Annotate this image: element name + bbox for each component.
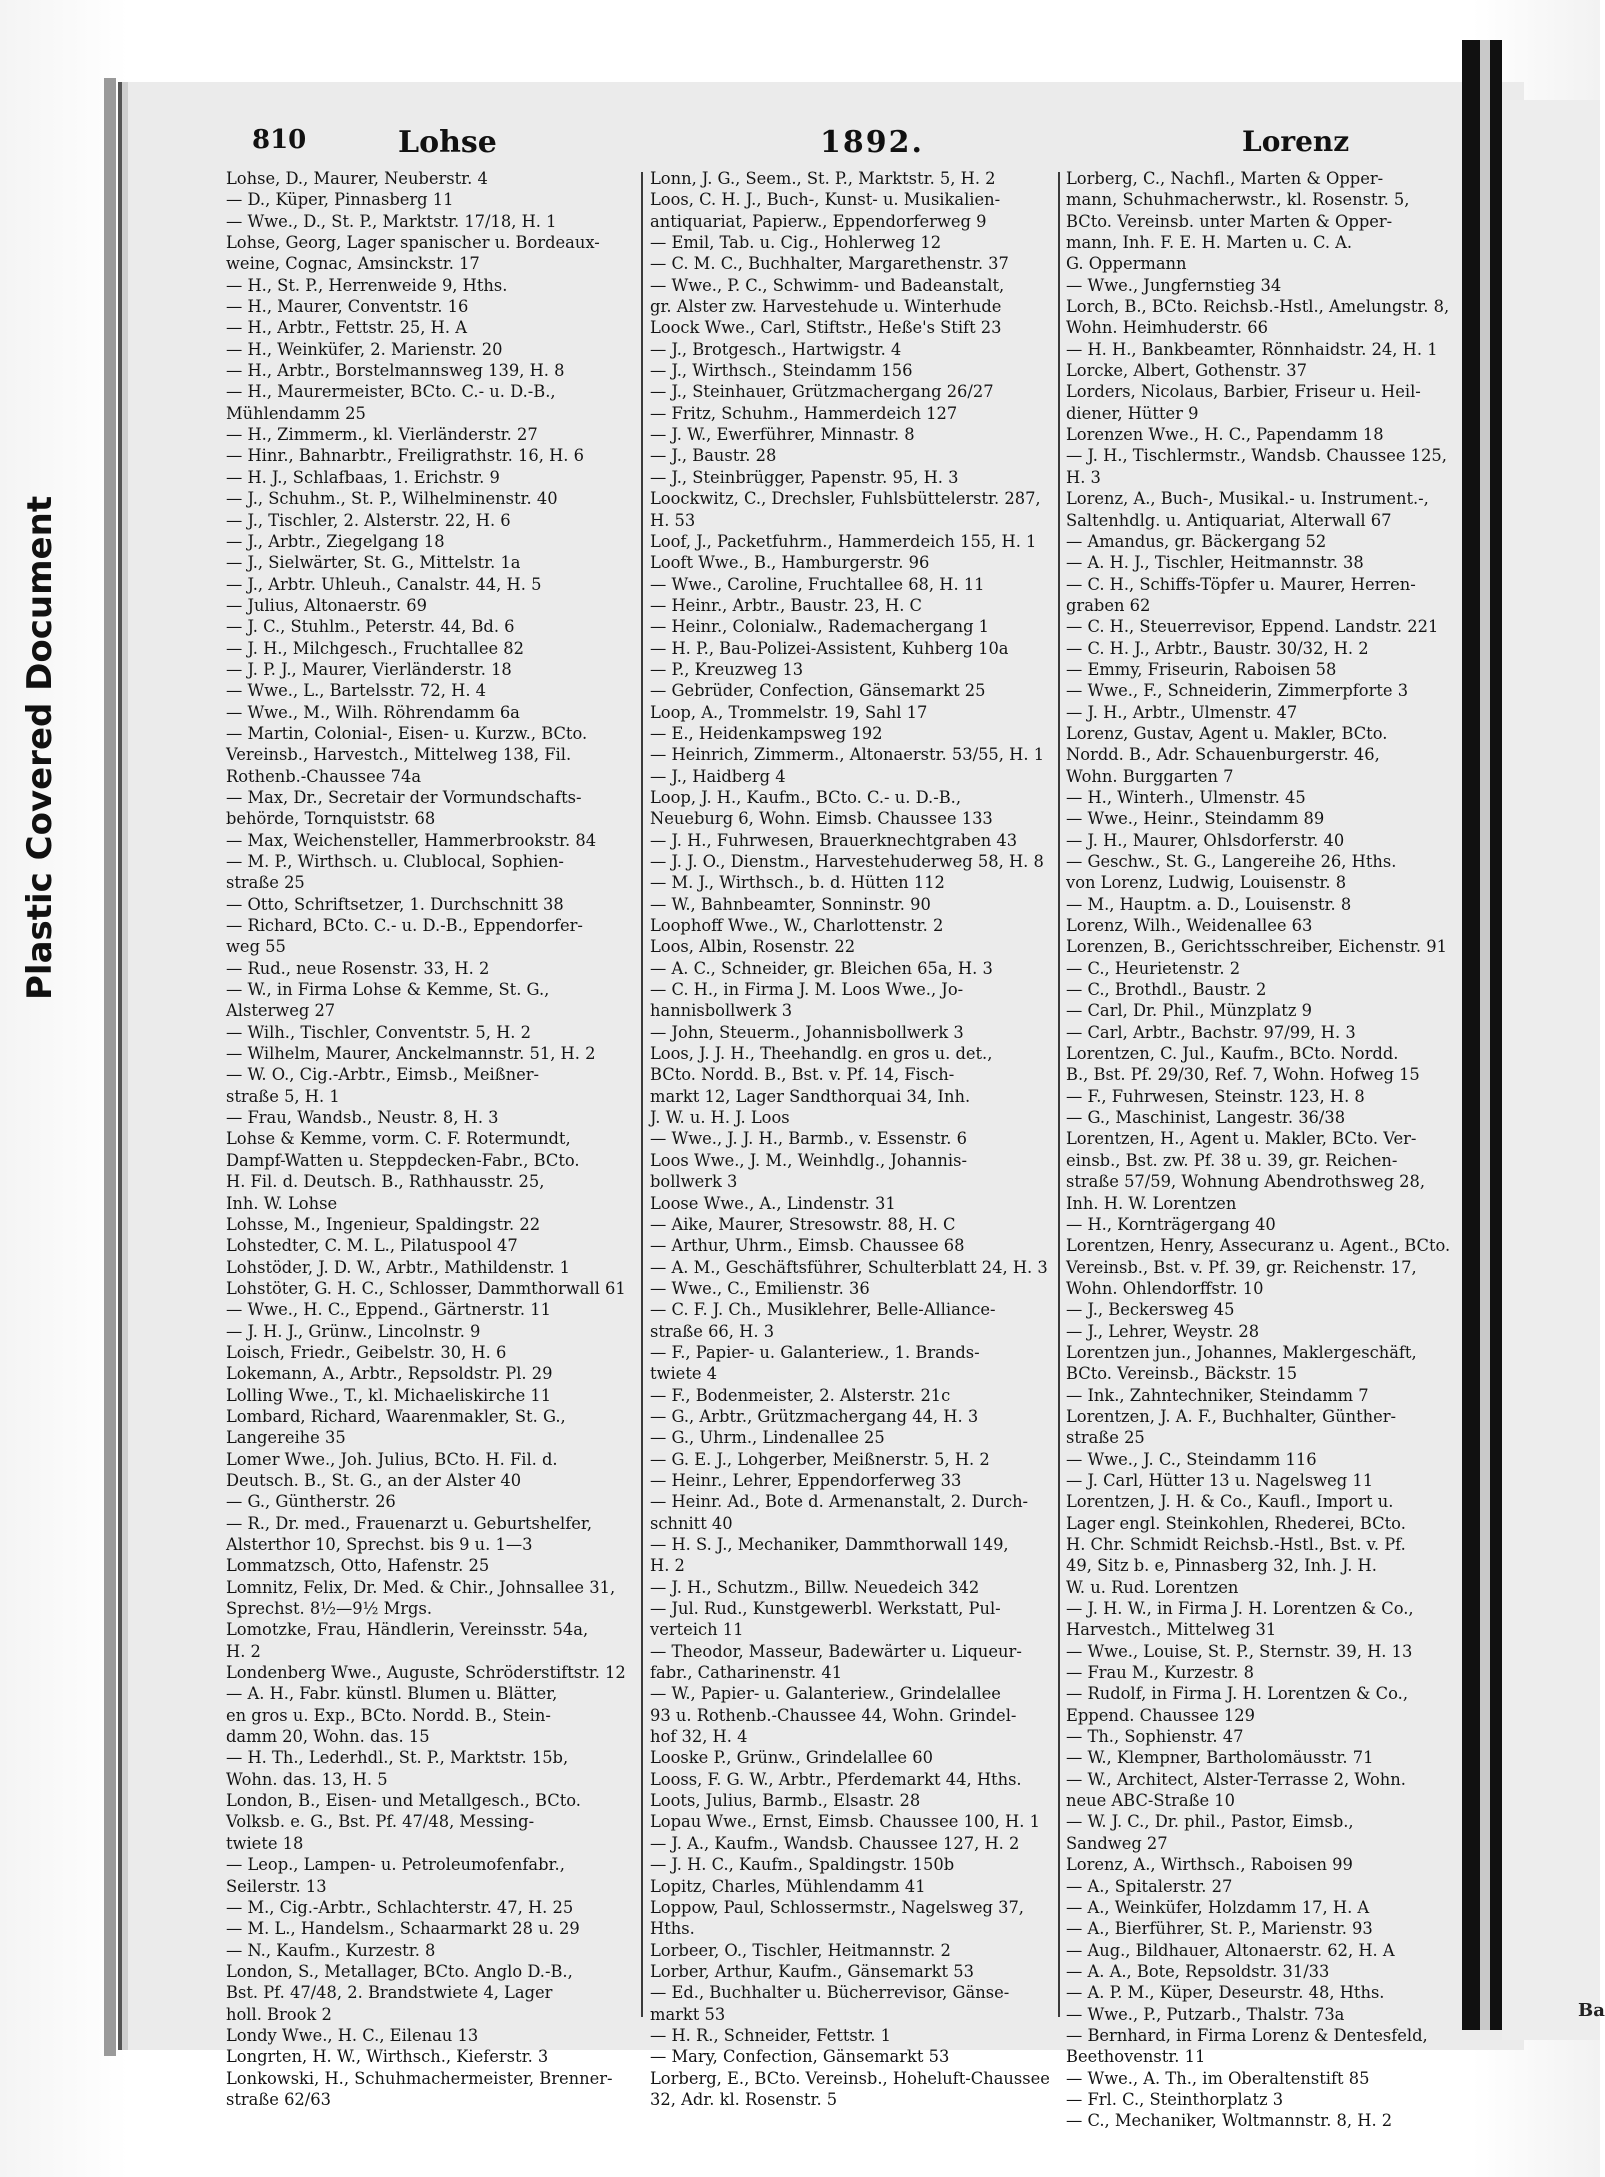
directory-entry-line: — J. H., Maurer, Ohlsdorferstr. 40	[1066, 830, 1345, 850]
directory-entry-line: — Heinr., Colonialw., Rademachergang 1	[650, 617, 990, 637]
directory-entry-line: damm 20, Wohn. das. 15	[226, 1727, 430, 1747]
directory-entry-line: Vereinsb., Bst. v. Pf. 39, gr. Reichenstr. 17,	[1066, 1257, 1417, 1277]
directory-entry-line: — Richard, BCto. C.- u. D.-B., Eppendorfer-	[226, 916, 583, 936]
directory-entry-line: Lombard, Richard, Waarenmakler, St. G.,	[226, 1406, 566, 1426]
directory-entry-line: — J., Brotgesch., Hartwigstr. 4	[650, 339, 902, 359]
directory-entry-line: Lohstöter, G. H. C., Schlosser, Dammthorwall 61	[226, 1278, 626, 1298]
page-number: 810	[252, 125, 307, 155]
directory-entry-line: Lommatzsch, Otto, Hafenstr. 25	[226, 1556, 490, 1576]
directory-entry-line: Lorenz, Gustav, Agent u. Makler, BCto.	[1066, 723, 1388, 743]
directory-entry-line: — F., Fuhrwesen, Steinstr. 123, H. 8	[1066, 1086, 1365, 1106]
directory-entry-line: — J., Steinhauer, Grützmachergang 26/27	[650, 382, 994, 402]
directory-entry-line: straße 5, H. 1	[226, 1086, 340, 1106]
directory-entry-line: — Carl, Dr. Phil., Münzplatz 9	[1066, 1001, 1312, 1021]
directory-entry-line: — Carl, Arbtr., Bachstr. 97/99, H. 3	[1066, 1022, 1356, 1042]
directory-entry-line: 49, Sitz b. e, Pinnasberg 32, Inh. J. H.	[1066, 1556, 1377, 1576]
directory-entry-line: — J., Baustr. 28	[650, 446, 777, 466]
directory-entry-line: Loop, J. H., Kaufm., BCto. C.- u. D.-B.,	[650, 787, 962, 807]
directory-entry-line: weine, Cognac, Amsinckstr. 17	[226, 254, 480, 274]
directory-entry-line: einsb., Bst. zw. Pf. 38 u. 39, gr. Reichen-	[1066, 1150, 1398, 1170]
directory-entry-line: — Heinr., Arbtr., Baustr. 23, H. C	[650, 595, 923, 615]
directory-entry-line: — A. M., Geschäftsführer, Schulterblatt 24, H. 3	[650, 1257, 1048, 1277]
directory-entry-line: — Wwe., Jungfernstieg 34	[1066, 275, 1282, 295]
directory-entry-line: — J. H. W., in Firma J. H. Lorentzen & Co.,	[1066, 1599, 1414, 1619]
directory-entry-line: — H., Zimmerm., kl. Vierländerstr. 27	[226, 425, 538, 445]
directory-entry-line: hannisbollwerk 3	[650, 1001, 793, 1021]
directory-entry-line: — J., Wirthsch., Steindamm 156	[650, 361, 913, 381]
directory-entry-line: — J., Beckersweg 45	[1066, 1300, 1235, 1320]
directory-entry-line: straße 57/59, Wohnung Abendrothsweg 28,	[1066, 1172, 1426, 1192]
directory-entry-line: Beethovenstr. 11	[1066, 2047, 1206, 2067]
directory-entry-line: Lorentzen, C. Jul., Kaufm., BCto. Nordd.	[1066, 1044, 1399, 1064]
directory-entry-line: verteich 11	[650, 1620, 744, 1640]
directory-entry-line: — W., in Firma Lohse & Kemme, St. G.,	[226, 980, 550, 1000]
directory-entry-line: markt 12, Lager Sandthorquai 34, Inh.	[650, 1086, 971, 1106]
directory-entry-line: H. Fil. d. Deutsch. B., Rathhausstr. 25,	[226, 1172, 545, 1192]
directory-entry-line: diener, Hütter 9	[1066, 403, 1199, 423]
directory-entry-line: schnitt 40	[650, 1513, 733, 1533]
directory-entry-line: — Max, Dr., Secretair der Vormundschafts-	[226, 787, 582, 807]
directory-entry-line: — P., Kreuzweg 13	[650, 659, 804, 679]
directory-entry-line: — R., Dr. med., Frauenarzt u. Geburtshelfer,	[226, 1513, 593, 1533]
directory-entry-line: — Wwe., M., Wilh. Röhrendamm 6a	[226, 702, 520, 722]
directory-entry-line: Loisch, Friedr., Geibelstr. 30, H. 6	[226, 1342, 507, 1362]
directory-entry-line: Wohn. Heimhuderstr. 66	[1066, 318, 1269, 338]
directory-entry-line: Loos, J. J. H., Theehandlg. en gros u. det.,	[650, 1044, 993, 1064]
directory-entry-line: — J. H. J., Grünw., Lincolnstr. 9	[226, 1321, 481, 1341]
directory-entry-line: graben 62	[1066, 595, 1151, 615]
directory-entry-line: Loof, J., Packetfuhrm., Hammerdeich 155, H. 1	[650, 531, 1037, 551]
directory-entry-line: straße 66, H. 3	[650, 1321, 775, 1341]
directory-entry-line: — F., Papier- u. Galanteriew., 1. Brands-	[650, 1342, 980, 1362]
directory-entry-line: Deutsch. B., St. G., an der Alster 40	[226, 1470, 522, 1490]
directory-entry-line: — C. H. J., Arbtr., Baustr. 30/32, H. 2	[1066, 638, 1369, 658]
directory-entry-line: — J., Haidberg 4	[650, 766, 786, 786]
directory-entry-line: twiete 4	[650, 1364, 718, 1384]
directory-entry-line: — J., Schuhm., St. P., Wilhelminenstr. 40	[226, 489, 558, 509]
directory-entry-line: — J., Steinbrügger, Papenstr. 95, H. 3	[650, 467, 959, 487]
directory-entry-line: — E., Heidenkampsweg 192	[650, 723, 883, 743]
directory-entry-line: — M. J., Wirthsch., b. d. Hütten 112	[650, 873, 945, 893]
directory-entry-line: Lorenz, A., Buch-, Musikal.- u. Instrument.-,	[1066, 489, 1429, 509]
directory-entry-line: — M. P., Wirthsch. u. Clublocal, Sophien-	[226, 852, 564, 871]
directory-entry-line: — H. R., Schneider, Fettstr. 1	[650, 2025, 892, 2045]
directory-entry-line: BCto. Vereinsb., Bäckstr. 15	[1066, 1364, 1298, 1384]
directory-entry-line: — H. P., Bau-Polizei-Assistent, Kuhberg 10a	[650, 638, 1009, 658]
directory-entry-line: — M., Hauptm. a. D., Louisenstr. 8	[1066, 894, 1352, 914]
directory-entry-line: — Wwe., L., Bartelsstr. 72, H. 4	[226, 681, 487, 701]
directory-entry-line: — H., Kornträgergang 40	[1066, 1214, 1276, 1234]
directory-entry-line: Loos, Albin, Rosenstr. 22	[650, 937, 856, 957]
directory-entry-line: Lorentzen, Henry, Assecuranz u. Agent., BCto.	[1066, 1236, 1451, 1256]
directory-entry-line: — Julius, Altonaerstr. 69	[226, 595, 427, 615]
directory-entry-line: Volksb. e. G., Bst. Pf. 47/48, Messing-	[226, 1812, 535, 1832]
directory-entry-line: Loos Wwe., J. M., Weinhdlg., Johannis-	[650, 1150, 967, 1170]
directory-entry-line: BCto. Vereinsb. unter Marten & Opper-	[1066, 211, 1393, 231]
directory-entry-line: Looss, F. G. W., Arbtr., Pferdemarkt 44, Hths.	[650, 1769, 1022, 1789]
directory-entry-line: Lorentzen, H., Agent u. Makler, BCto. Ver-	[1066, 1129, 1417, 1149]
directory-entry-line: Lorenzen, B., Gerichtsschreiber, Eichenstr. 91	[1066, 937, 1447, 957]
directory-entry-line: Lomnitz, Felix, Dr. Med. & Chir., Johnsallee 31,	[226, 1577, 616, 1597]
directory-entry-line: — Frau, Wandsb., Neustr. 8, H. 3	[226, 1108, 499, 1128]
directory-entry-line: Inh. W. Lohse	[226, 1193, 338, 1213]
directory-entry-line: — C. H., in Firma J. M. Loos Wwe., Jo-	[650, 980, 964, 1000]
directory-entry-line: — Leop., Lampen- u. Petroleumofenfabr.,	[226, 1855, 565, 1875]
directory-entry-line: Lorberg, C., Nachfl., Marten & Opper-	[1066, 169, 1384, 188]
directory-entry-line: straße 25	[1066, 1428, 1145, 1448]
directory-entry-line: Londenberg Wwe., Auguste, Schröderstiftstr. 12	[226, 1663, 626, 1683]
directory-entry-line: von Lorenz, Ludwig, Louisenstr. 8	[1066, 873, 1347, 893]
directory-entry-line: — J. W., Ewerführer, Minnastr. 8	[650, 425, 915, 445]
directory-entry-line: hof 32, H. 4	[650, 1727, 748, 1747]
directory-entry-line: H. 2	[650, 1556, 685, 1576]
column-left	[226, 168, 658, 2109]
directory-entry-line: — J., Lehrer, Weystr. 28	[1066, 1321, 1260, 1341]
directory-entry-line: 93 u. Rothenb.-Chaussee 44, Wohn. Grindel-	[650, 1705, 1017, 1725]
directory-entry-line: — C. H., Schiffs-Töpfer u. Maurer, Herren-	[1066, 574, 1416, 594]
directory-entry-line: — J. Carl, Hütter 13 u. Nagelsweg 11	[1066, 1470, 1374, 1490]
directory-entry-line: — Heinrich, Zimmerm., Altonaerstr. 53/55, H. 1	[650, 745, 1045, 765]
directory-entry-line: — Amandus, gr. Bäckergang 52	[1066, 531, 1327, 551]
directory-entry-line: Looske P., Grünw., Grindelallee 60	[650, 1748, 933, 1768]
directory-entry-line: — Wwe., Heinr., Steindamm 89	[1066, 809, 1325, 829]
directory-entry-line: — J. H., Tischlermstr., Wandsb. Chaussee 125,	[1066, 446, 1447, 466]
directory-entry-line: antiquariat, Papierw., Eppendorferweg 9	[650, 211, 987, 231]
directory-entry-line: — Max, Weichensteller, Hammerbrookstr. 84	[226, 830, 597, 850]
directory-entry-line: Lorberg, E., BCto. Vereinsb., Hoheluft-Chaussee	[650, 2068, 1050, 2088]
directory-entry-line: — A. H., Fabr. künstl. Blumen u. Blätter,	[226, 1684, 558, 1704]
directory-entry-line: — A. P. M., Küper, Deseurstr. 48, Hths.	[1066, 1983, 1385, 2003]
directory-entry-line: London, B., Eisen- und Metallgesch., BCto.	[226, 1791, 581, 1811]
directory-entry-line: Saltenhdlg. u. Antiquariat, Alterwall 67	[1066, 510, 1392, 530]
directory-entry-line: — J. J. O., Dienstm., Harvestehuderweg 58, H. 8	[650, 852, 1044, 871]
directory-entry-line: Loophoff Wwe., W., Charlottenstr. 2	[650, 916, 944, 936]
directory-entry-line: — H. S. J., Mechaniker, Dammthorwall 149,	[650, 1535, 1009, 1554]
directory-entry-line: — Mary, Confection, Gänsemarkt 53	[650, 2047, 950, 2067]
directory-entry-line: Longrten, H. W., Wirthsch., Kieferstr. 3	[226, 2047, 549, 2067]
directory-entry-line: H. Chr. Schmidt Reichsb.-Hstl., Bst. v. Pf.	[1066, 1535, 1406, 1554]
directory-entry-line: Alsterweg 27	[226, 1001, 336, 1021]
directory-entry-line: Sprechst. 8½—9½ Mrgs.	[226, 1599, 432, 1619]
directory-entry-line: — H., Arbtr., Borstelmannsweg 139, H. 8	[226, 361, 565, 381]
directory-entry-line: — Otto, Schriftsetzer, 1. Durchschnitt 38	[226, 894, 564, 914]
directory-entry-line: Mühlendamm 25	[226, 403, 366, 423]
directory-entry-line: — Rudolf, in Firma J. H. Lorentzen & Co.,	[1066, 1684, 1408, 1704]
directory-entry-line: — C., Brothdl., Baustr. 2	[1066, 980, 1267, 1000]
directory-entry-line: — J. A., Kaufm., Wandsb. Chaussee 127, H. 2	[650, 1833, 1020, 1853]
directory-entry-line: H. 2	[226, 1641, 261, 1661]
directory-entry-line: — Wilh., Tischler, Conventstr. 5, H. 2	[226, 1022, 532, 1042]
directory-entry-line: — D., Küper, Pinnasberg 11	[226, 190, 454, 210]
directory-entry-line: — A., Bierführer, St. P., Marienstr. 93	[1066, 1919, 1373, 1939]
directory-entry-line: Lager engl. Steinkohlen, Rhederei, BCto.	[1066, 1513, 1406, 1533]
directory-entry-line: straße 62/63	[226, 2089, 331, 2109]
next-page-edge	[1502, 100, 1600, 2040]
directory-entry-line: BCto. Nordd. B., Bst. v. Pf. 14, Fisch-	[650, 1065, 955, 1085]
directory-entry-line: Loop, A., Trommelstr. 19, Sahl 17	[650, 702, 928, 722]
directory-entry-line: Alsterthor 10, Sprechst. bis 9 u. 1—3	[226, 1535, 533, 1554]
directory-entry-line: Lonn, J. G., Seem., St. P., Marktstr. 5, H. 2	[650, 169, 996, 188]
directory-entry-line: mann, Schuhmacherwstr., kl. Rosenstr. 5,	[1066, 190, 1410, 210]
directory-entry-line: — G., Uhrm., Lindenallee 25	[650, 1428, 885, 1448]
directory-entry-line: — Martin, Colonial-, Eisen- u. Kurzw., BCto.	[226, 723, 588, 743]
directory-entry-line: Rothenb.-Chaussee 74a	[226, 766, 422, 786]
directory-entry-line: W. u. Rud. Lorentzen	[1066, 1577, 1239, 1597]
directory-entry-line: — Wwe., C., Emilienstr. 36	[650, 1278, 870, 1298]
directory-entry-line: Lorcke, Albert, Gothenstr. 37	[1066, 361, 1307, 381]
directory-entry-line: — G. E. J., Lohgerber, Meißnerstr. 5, H. 2	[650, 1449, 990, 1469]
directory-entry-line: — Hinr., Bahnarbtr., Freiligrathstr. 16, H. 6	[226, 446, 584, 466]
directory-entry-line: — Wwe., P. C., Schwimm- und Badeanstalt,	[650, 275, 1005, 295]
directory-entry-line: Lohstedter, C. M. L., Pilatuspool 47	[226, 1236, 518, 1256]
directory-entry-line: holl. Brook 2	[226, 2004, 332, 2024]
directory-entry-line: Loots, Julius, Barmb., Elsastr. 28	[650, 1791, 921, 1811]
directory-entry-line: H. 3	[1066, 467, 1101, 487]
directory-entry-line: B., Bst. Pf. 29/30, Ref. 7, Wohn. Hofweg 15	[1066, 1065, 1420, 1085]
directory-entry-line: neue ABC-Straße 10	[1066, 1791, 1235, 1811]
directory-entry-line: — J., Arbtr. Uhleuh., Canalstr. 44, H. 5	[226, 574, 542, 594]
directory-entry-line: — Emmy, Friseurin, Raboisen 58	[1066, 659, 1337, 679]
directory-entry-line: Lopitz, Charles, Mühlendamm 41	[650, 1876, 926, 1896]
directory-entry-line: Eppend. Chaussee 129	[1066, 1705, 1255, 1725]
directory-entry-line: Nordd. B., Adr. Schauenburgerstr. 46,	[1066, 745, 1380, 765]
directory-entry-line: Loos, C. H. J., Buch-, Kunst- u. Musikalien-	[650, 190, 1001, 210]
directory-entry-line: Neueburg 6, Wohn. Eimsb. Chaussee 133	[650, 809, 993, 829]
directory-entry-line: Lopau Wwe., Ernst, Eimsb. Chaussee 100, H. 1	[650, 1812, 1040, 1832]
directory-entry-line: Lorenz, A., Wirthsch., Raboisen 99	[1066, 1855, 1353, 1875]
directory-entry-line: — H., Arbtr., Fettstr. 25, H. A	[226, 318, 467, 338]
directory-entry-line: — Emil, Tab. u. Cig., Hohlerweg 12	[650, 233, 942, 253]
directory-entry-line: Lohse & Kemme, vorm. C. F. Rotermundt,	[226, 1129, 571, 1149]
directory-entry-line: bollwerk 3	[650, 1172, 738, 1192]
directory-entry-line: Loockwitz, C., Drechsler, Fuhlsbüttelerstr. 287,	[650, 489, 1041, 509]
directory-entry-line: — J. H., Fuhrwesen, Brauerknechtgraben 43	[650, 830, 1018, 850]
directory-entry-line: Lorber, Arthur, Kaufm., Gänsemarkt 53	[650, 1961, 974, 1981]
directory-entry-line: — C. H., Steuerrevisor, Eppend. Landstr. 221	[1066, 617, 1439, 637]
directory-entry-line: — W., Architect, Alster-Terrasse 2, Wohn.	[1066, 1769, 1406, 1789]
directory-entry-line: — Wwe., P., Putzarb., Thalstr. 73a	[1066, 2004, 1345, 2024]
directory-entry-line: — W., Bahnbeamter, Sonninstr. 90	[650, 894, 931, 914]
directory-entry-line: — Arthur, Uhrm., Eimsb. Chaussee 68	[650, 1236, 965, 1256]
directory-entry-line: Sandweg 27	[1066, 1833, 1168, 1853]
next-page-fragment: Ba	[1578, 2000, 1605, 2021]
directory-entry-line: — Bernhard, in Firma Lorenz & Dentesfeld,	[1066, 2025, 1428, 2045]
directory-entry-line: — C. F. J. Ch., Musiklehrer, Belle-Alliance-	[650, 1300, 996, 1320]
directory-entry-line: Bst. Pf. 47/48, 2. Brandstwiete 4, Lager	[226, 1983, 553, 2003]
directory-entry-line: Lonkowski, H., Schuhmachermeister, Brenner-	[226, 2068, 613, 2088]
directory-entry-line: — J., Arbtr., Ziegelgang 18	[226, 531, 445, 551]
directory-entry-line: — A., Spitalerstr. 27	[1066, 1876, 1233, 1896]
directory-entry-line: — Frl. C., Steinthorplatz 3	[1066, 2089, 1284, 2109]
directory-entry-line: — G., Maschinist, Langestr. 36/38	[1066, 1108, 1346, 1128]
directory-entry-line: — Fritz, Schuhm., Hammerdeich 127	[650, 403, 958, 423]
directory-entry-line: — W. O., Cig.-Arbtr., Eimsb., Meißner-	[226, 1065, 540, 1085]
directory-entry-line: Harvestch., Mittelweg 31	[1066, 1620, 1277, 1640]
directory-entry-line: Lorentzen, J. A. F., Buchhalter, Günther-	[1066, 1406, 1397, 1426]
directory-entry-line: — J. P. J., Maurer, Vierländerstr. 18	[226, 659, 512, 679]
directory-entry-line: Loock Wwe., Carl, Stiftstr., Heße's Stift 23	[650, 318, 1002, 338]
directory-entry-line: — J. H., Milchgesch., Fruchtallee 82	[226, 638, 525, 658]
directory-entry-line: mann, Inh. F. E. H. Marten u. C. A.	[1066, 233, 1353, 253]
directory-entry-line: — W., Klempner, Bartholomäusstr. 71	[1066, 1748, 1374, 1768]
directory-entry-line: weg 55	[226, 937, 286, 957]
directory-entry-line: Vereinsb., Harvestch., Mittelweg 138, Fil.	[226, 745, 572, 765]
running-head-left: Lohse	[398, 125, 497, 160]
directory-entry-line: London, S., Metallager, BCto. Anglo D.-B.,	[226, 1961, 573, 1981]
directory-entry-line: — A., Weinküfer, Holzdamm 17, H. A	[1066, 1897, 1370, 1917]
directory-entry-line: Inh. H. W. Lorentzen	[1066, 1193, 1237, 1213]
directory-entry-line: — Wwe., J. J. H., Barmb., v. Essenstr. 6	[650, 1129, 968, 1149]
directory-entry-line: G. Oppermann	[1066, 254, 1187, 274]
directory-entry-line: Lohsse, M., Ingenieur, Spaldingstr. 22	[226, 1214, 541, 1234]
directory-entry-line: — F., Bodenmeister, 2. Alsterstr. 21c	[650, 1385, 951, 1405]
directory-entry-line: Lomer Wwe., Joh. Julius, BCto. H. Fil. d.	[226, 1449, 558, 1469]
directory-entry-line: en gros u. Exp., BCto. Nordd. B., Stein-	[226, 1705, 551, 1725]
directory-entry-line: Looft Wwe., B., Hamburgerstr. 96	[650, 553, 930, 573]
directory-entry-line: — W., Papier- u. Galanteriew., Grindelallee	[650, 1684, 1001, 1704]
directory-entry-line: — A. H. J., Tischler, Heitmannstr. 38	[1066, 553, 1364, 573]
directory-entry-line: Wohn. das. 13, H. 5	[226, 1769, 388, 1789]
directory-entry-line: Loppow, Paul, Schlossermstr., Nagelsweg 37,	[650, 1897, 1024, 1917]
directory-entry-line: — W. J. C., Dr. phil., Pastor, Eimsb.,	[1066, 1812, 1354, 1832]
directory-entry-line: — G., Arbtr., Grützmachergang 44, H. 3	[650, 1406, 979, 1426]
directory-entry-line: H. 53	[650, 510, 696, 530]
directory-entry-line: — J., Tischler, 2. Alsterstr. 22, H. 6	[226, 510, 511, 530]
directory-entry-line: — C., Heurietenstr. 2	[1066, 958, 1241, 978]
directory-entry-line: — M., Cig.-Arbtr., Schlachterstr. 47, H. 25	[226, 1897, 574, 1917]
directory-entry-line: — Wwe., F., Schneiderin, Zimmerpforte 3	[1066, 681, 1409, 701]
directory-entry-line: Lorenz, Wilh., Weidenallee 63	[1066, 916, 1313, 936]
running-head-year: 1892.	[820, 125, 924, 160]
directory-entry-line: — G., Güntherstr. 26	[226, 1492, 396, 1512]
directory-entry-line: — J. H., Schutzm., Billw. Neuedeich 342	[650, 1577, 980, 1597]
directory-entry-line: Hths.	[650, 1919, 695, 1939]
directory-entry-line: — Geschw., St. G., Langereihe 26, Hths.	[1066, 852, 1397, 871]
directory-entry-line: Lorch, B., BCto. Reichsb.-Hstl., Amelungstr. 8,	[1066, 297, 1450, 317]
directory-entry-line: — Theodor, Masseur, Badewärter u. Liqueur-	[650, 1641, 1022, 1661]
directory-entry-line: — Wilhelm, Maurer, Anckelmannstr. 51, H. 2	[226, 1044, 596, 1064]
directory-entry-line: markt 53	[650, 2004, 726, 2024]
directory-entry-line: — Ink., Zahntechniker, Steindamm 7	[1066, 1385, 1369, 1405]
directory-entry-line: — Gebrüder, Confection, Gänsemarkt 25	[650, 681, 986, 701]
directory-entry-line: — H., Maurer, Conventstr. 16	[226, 297, 469, 317]
column-middle	[650, 168, 1078, 2109]
directory-entry-line: — Th., Sophienstr. 47	[1066, 1727, 1244, 1747]
directory-entry-line: Lorenzen Wwe., H. C., Papendamm 18	[1066, 425, 1384, 445]
directory-entry-line: — Wwe., Louise, St. P., Sternstr. 39, H. 13	[1066, 1641, 1413, 1661]
directory-entry-line: Lomotzke, Frau, Händlerin, Vereinsstr. 54a,	[226, 1620, 589, 1640]
directory-entry-line: — M. L., Handelsm., Schaarmarkt 28 u. 29	[226, 1919, 580, 1939]
directory-entry-line: — J., Sielwärter, St. G., Mittelstr. 1a	[226, 553, 521, 573]
directory-entry-line: — H., Weinküfer, 2. Marienstr. 20	[226, 339, 503, 359]
directory-entry-line: — C., Mechaniker, Woltmannstr. 8, H. 2	[1066, 2111, 1393, 2131]
directory-entry-line: gr. Alster zw. Harvestehude u. Winterhude	[650, 297, 1002, 317]
directory-entry-line: Lohse, D., Maurer, Neuberstr. 4	[226, 169, 488, 188]
directory-entry-line: Seilerstr. 13	[226, 1876, 327, 1896]
directory-entry-line: — Aug., Bildhauer, Altonaerstr. 62, H. A	[1066, 1940, 1395, 1960]
plastic-covered-label	[18, 956, 62, 1000]
directory-entry-line: twiete 18	[226, 1833, 304, 1853]
directory-entry-line: Lorders, Nicolaus, Barbier, Friseur u. Heil-	[1066, 382, 1421, 402]
directory-entry-line: — J. H., Arbtr., Ulmenstr. 47	[1066, 702, 1298, 722]
directory-entry-line: — Wwe., A. Th., im Oberaltenstift 85	[1066, 2068, 1370, 2088]
directory-entry-line: — H. H., Bankbeamter, Rönnhaidstr. 24, H. 1	[1066, 339, 1438, 359]
directory-entry-line: — A. C., Schneider, gr. Bleichen 65a, H. 3	[650, 958, 993, 978]
directory-entry-line: Lolling Wwe., T., kl. Michaeliskirche 11	[226, 1385, 552, 1405]
directory-entry-line: — J. C., Stuhlm., Peterstr. 44, Bd. 6	[226, 617, 515, 637]
directory-entry-line: — Frau M., Kurzestr. 8	[1066, 1663, 1254, 1683]
directory-entry-line: — H., Maurermeister, BCto. C.- u. D.-B.,	[226, 382, 556, 402]
directory-entry-line: — H., St. P., Herrenweide 9, Hths.	[226, 275, 508, 295]
directory-entry-line: straße 25	[226, 873, 305, 893]
directory-entry-line: — Wwe., Caroline, Fruchtallee 68, H. 11	[650, 574, 985, 594]
directory-entry-line: Lorbeer, O., Tischler, Heitmannstr. 2	[650, 1940, 951, 1960]
directory-entry-line: Loose Wwe., A., Lindenstr. 31	[650, 1193, 896, 1213]
directory-entry-line: Wohn. Ohlendorffstr. 10	[1066, 1278, 1264, 1298]
directory-entry-line: Lokemann, A., Arbtr., Repsoldstr. Pl. 29	[226, 1364, 553, 1384]
directory-entry-line: — Rud., neue Rosenstr. 33, H. 2	[226, 958, 490, 978]
directory-entry-line: — Heinr. Ad., Bote d. Armenanstalt, 2. Durch-	[650, 1492, 1029, 1512]
directory-entry-line: Lorentzen jun., Johannes, Maklergeschäft,	[1066, 1342, 1417, 1362]
directory-entry-line: — Aike, Maurer, Stresowstr. 88, H. C	[650, 1214, 956, 1234]
directory-entry-line: — Jul. Rud., Kunstgewerbl. Werkstatt, Pul-	[650, 1599, 1001, 1619]
directory-entry-line: Lohstöder, J. D. W., Arbtr., Mathildenstr. 1	[226, 1257, 571, 1277]
directory-entry-line: Lorentzen, J. H. & Co., Kaufl., Import u.	[1066, 1492, 1394, 1512]
directory-entry-line: — J. H. C., Kaufm., Spaldingstr. 150b	[650, 1855, 955, 1875]
directory-entry-line: Wohn. Burggarten 7	[1066, 766, 1234, 786]
directory-entry-line: — Ed., Buchhalter u. Bücherrevisor, Gänse-	[650, 1983, 1010, 2003]
directory-entry-line: Dampf-Watten u. Steppdecken-Fabr., BCto.	[226, 1150, 580, 1170]
directory-entry-line: Londy Wwe., H. C., Eilenau 13	[226, 2025, 479, 2045]
directory-entry-line: — H., Winterh., Ulmenstr. 45	[1066, 787, 1306, 807]
directory-entry-line: 32, Adr. kl. Rosenstr. 5	[650, 2089, 838, 2109]
directory-entry-line: J. W. u. H. J. Loos	[650, 1108, 790, 1128]
directory-entry-line: behörde, Tornquiststr. 68	[226, 809, 436, 829]
directory-entry-line: — C. M. C., Buchhalter, Margarethenstr. 37	[650, 254, 1009, 274]
directory-entry-line: — Wwe., H. C., Eppend., Gärtnerstr. 11	[226, 1300, 551, 1320]
directory-entry-line: — Heinr., Lehrer, Eppendorferweg 33	[650, 1470, 962, 1490]
directory-entry-line: — H. J., Schlafbaas, 1. Erichstr. 9	[226, 467, 500, 487]
directory-entry-line: Lohse, Georg, Lager spanischer u. Bordeaux-	[226, 233, 600, 253]
column-right	[1066, 168, 1494, 2131]
running-head-right: Lorenz	[1242, 125, 1350, 158]
directory-entry-line: fabr., Catharinenstr. 41	[650, 1663, 843, 1683]
directory-entry-line: — N., Kaufm., Kurzestr. 8	[226, 1940, 436, 1960]
directory-entry-line: — Wwe., D., St. P., Marktstr. 17/18, H. 1	[226, 211, 557, 231]
directory-entry-line: — John, Steuerm., Johannisbollwerk 3	[650, 1022, 964, 1042]
directory-entry-line: Langereihe 35	[226, 1428, 346, 1448]
directory-entry-line: — Wwe., J. C., Steindamm 116	[1066, 1449, 1317, 1469]
directory-entry-line: — A. A., Bote, Repsoldstr. 31/33	[1066, 1961, 1330, 1981]
directory-entry-line: — H. Th., Lederhdl., St. P., Marktstr. 15b,	[226, 1748, 569, 1768]
